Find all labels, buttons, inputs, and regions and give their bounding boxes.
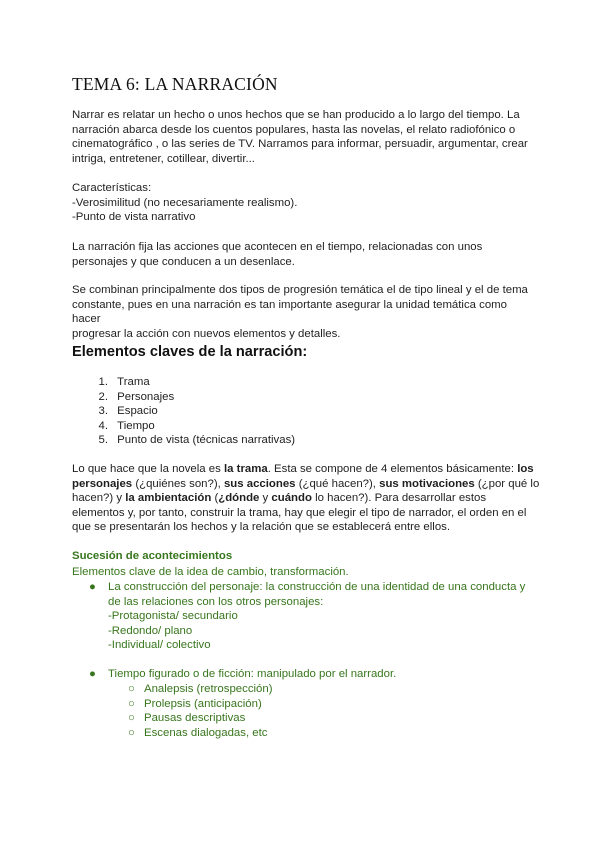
caracteristicas-block [72, 181, 532, 225]
text-run: Lo que hace que la novela es [72, 463, 224, 475]
novela-line [72, 462, 542, 477]
progresion-paragraph [72, 283, 532, 341]
bullet-icon: ● [89, 581, 96, 593]
list-item [72, 419, 295, 434]
list-item [72, 404, 295, 419]
list-item [72, 726, 273, 741]
intro-line: intriga, entretener, cotillear, divertir... [72, 152, 255, 165]
elementos-heading: Elementos claves de la narración: [72, 344, 308, 360]
list-item [72, 711, 273, 726]
novela-line: elementos y, por tanto, construir la trama, hay que elegir el tipo de narrador, el orden en el [72, 506, 527, 519]
list-number: 5. [98, 434, 108, 447]
list-text: Analepsis (retrospección) [144, 683, 273, 695]
list-item [72, 697, 273, 712]
bullet-line: Tiempo figurado o de ficción: manipulado por el narrador. [108, 668, 397, 680]
bold-run: ¿dónde [218, 492, 260, 505]
circle-bullet-icon: ○ [128, 697, 135, 710]
page-title: TEMA 6: LA NARRACIÓN [72, 74, 278, 94]
list-number: 4. [98, 419, 108, 432]
sucesion-subtitle: Elementos clave de la idea de cambio, transformación. [72, 566, 349, 578]
caracteristicas-heading: Características: [72, 182, 152, 194]
list-text: Espacio [117, 405, 158, 418]
list-number: 1. [98, 376, 108, 388]
bullet-icon: ● [89, 668, 96, 680]
list-text: Punto de vista (técnicas narrativas) [117, 434, 296, 447]
bullet-personaje [72, 580, 532, 653]
circle-bullet-icon: ○ [128, 726, 135, 739]
progresion-line: progresar la acción con nuevos elementos y detalles. [72, 327, 341, 340]
intro-line: narración abarca desde los cuentos populares, hasta las novelas, el relato radiofónico o [72, 123, 516, 136]
list-item [72, 682, 273, 697]
intro-paragraph [72, 108, 532, 166]
intro-line: cinematográfico , o las series de TV. Narramos para informar, persuadir, argumentar, crear [72, 138, 528, 151]
text-run: ( [211, 492, 219, 505]
novela-line [72, 477, 542, 492]
text-run: y [259, 492, 272, 505]
list-text: Escenas dialogadas, etc [144, 726, 268, 739]
bullet-sub: -Protagonista/ secundario [108, 610, 238, 623]
caracteristicas-item: -Punto de vista narrativo [72, 211, 196, 224]
list-number: 2. [98, 390, 108, 403]
progresion-line: Se combinan principalmente dos tipos de progresión temática el de tipo lineal y el de tema [72, 284, 528, 296]
bullet-line: La construcción del personaje: la construcción de una identidad de una conducta y [108, 581, 526, 593]
bold-run: sus motivaciones [379, 477, 475, 490]
list-item [72, 375, 295, 390]
list-text: Pausas descriptivas [144, 712, 246, 725]
text-run: . Esta se compone de 4 elementos básicamente: [267, 463, 518, 475]
list-text: Personajes [117, 390, 175, 403]
text-run: (¿por qué lo [474, 477, 540, 490]
list-text: Prolepsis (anticipación) [144, 697, 262, 710]
elementos-list [72, 375, 295, 448]
bold-run: cuándo [271, 492, 312, 505]
list-item [72, 433, 295, 448]
intro-line: Narrar es relatar un hecho o unos hechos que se han producido a lo largo del tiempo. La [72, 109, 520, 121]
acciones-line: La narración fija las acciones que acontecen en el tiempo, relacionadas con unos [72, 241, 483, 253]
text-run: lo hacen?). Para desarrollar estos [311, 492, 487, 505]
list-number: 3. [98, 405, 108, 418]
bold-run: sus acciones [223, 477, 296, 490]
list-item [72, 667, 532, 682]
tiempo-sublist [72, 682, 273, 740]
acciones-paragraph [72, 240, 532, 269]
list-text: Trama [117, 376, 150, 388]
bold-run: la trama [224, 463, 268, 475]
progresion-line: constante, pues en una narración es tan importante asegurar la unidad temática como hacer [72, 298, 508, 326]
list-text: Tiempo [117, 419, 155, 432]
list-item [72, 390, 295, 405]
bold-run: personajes [72, 477, 133, 490]
bullet-sub: -Individual/ colectivo [108, 639, 211, 652]
bullet-tiempo [72, 667, 532, 682]
bold-run: los [517, 463, 534, 475]
list-item [72, 580, 532, 653]
text-run: (¿qué hacen?), [295, 477, 380, 490]
acciones-line: personajes y que conducen a un desenlace. [72, 255, 295, 268]
bullet-line: de las relaciones con los otros personajes: [108, 595, 324, 608]
sucesion-title: Sucesión de acontecimientos [72, 550, 233, 562]
text-run: hacen?) y [72, 492, 126, 505]
caracteristicas-item: -Verosimilitud (no necesariamente realismo). [72, 196, 298, 209]
text-run: (¿quiénes son?), [132, 477, 224, 490]
novela-line [72, 491, 542, 506]
circle-bullet-icon: ○ [128, 683, 135, 695]
novela-line: que se presentarán los hechos y la relación que se establecerá entre ellos. [72, 521, 451, 534]
bold-run: la ambientación [125, 492, 212, 505]
bullet-sub: -Redondo/ plano [108, 624, 193, 637]
novela-paragraph [72, 462, 542, 535]
circle-bullet-icon: ○ [128, 712, 135, 725]
